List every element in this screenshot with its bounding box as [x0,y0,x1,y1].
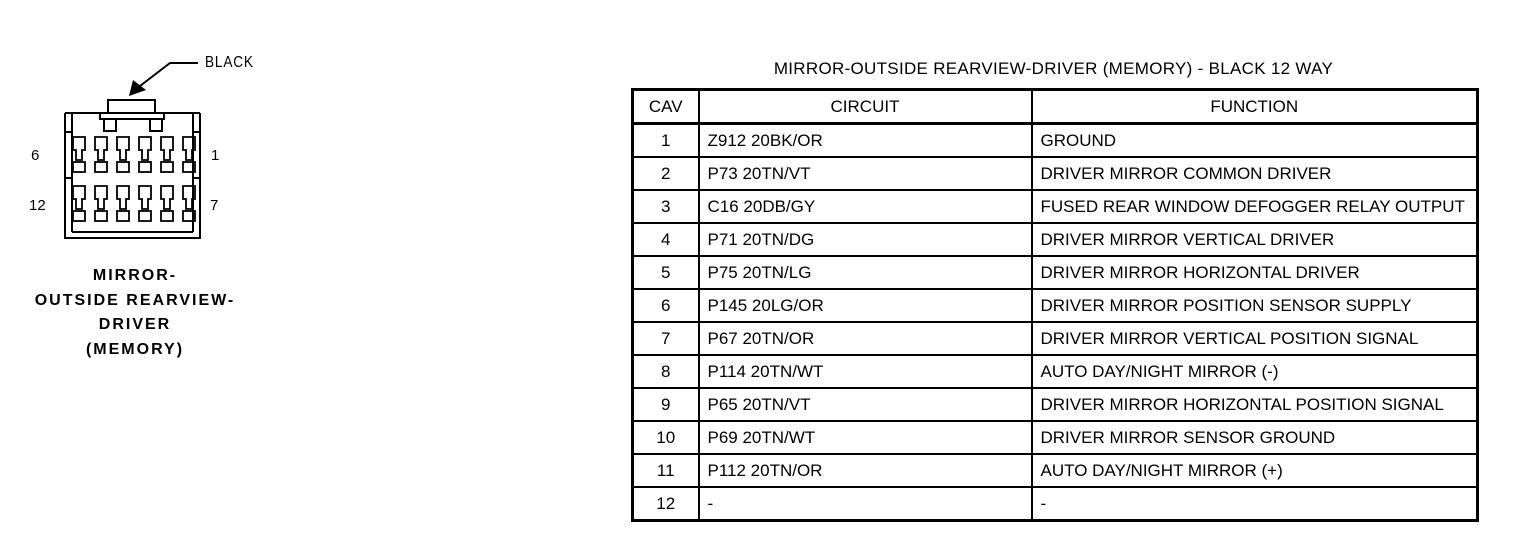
cavity-label-top-left: 6 [31,147,40,164]
cell-cav: 7 [633,322,699,355]
connector-cavities [73,137,195,221]
table-row [633,355,1478,388]
cell-cav: 10 [633,421,699,454]
table-row [633,487,1478,521]
cell-function: AUTO DAY/NIGHT MIRROR (+) [1032,454,1478,487]
table-row [633,388,1478,421]
connector-cavity [161,137,173,172]
cell-circuit: P114 20TN/WT [699,355,1032,388]
cell-cav: 3 [633,190,699,223]
connector-cavity [139,186,151,221]
cell-cav: 4 [633,223,699,256]
connector-cavity [73,137,85,172]
cell-function: DRIVER MIRROR SENSOR GROUND [1032,421,1478,454]
cell-cav: 8 [633,355,699,388]
table-row [633,190,1478,223]
connector-color-callout: BLACK [205,54,254,71]
cell-cav: 11 [633,454,699,487]
cell-function: - [1032,487,1478,521]
table-row [633,289,1478,322]
connector-name-line: DRIVER [98,316,172,333]
header-circuit: CIRCUIT [699,90,1032,124]
header-cav: CAV [633,90,699,124]
cavity-label-top-right: 1 [211,147,220,164]
cell-cav: 12 [633,487,699,521]
connector-name-line: MIRROR- [92,267,178,284]
connector-cavity [117,186,129,221]
table-row [633,322,1478,355]
connector-cavity [95,137,107,172]
connector-cavity [139,137,151,172]
cell-function: DRIVER MIRROR HORIZONTAL POSITION SIGNAL [1032,388,1478,421]
cavity-label-bottom-right: 7 [210,197,219,214]
connector-cavity [73,186,85,221]
cell-function: FUSED REAR WINDOW DEFOGGER RELAY OUTPUT [1032,190,1478,223]
connector-cavity [161,186,173,221]
connector-name-line: OUTSIDE REARVIEW- [34,291,236,309]
table-row [633,454,1478,487]
connector-name-line: (MEMORY) [85,340,185,358]
cell-circuit: P145 20LG/OR [699,289,1032,322]
table-row [633,157,1478,190]
cell-circuit: P73 20TN/VT [699,157,1032,190]
cell-function: DRIVER MIRROR POSITION SENSOR SUPPLY [1032,289,1478,322]
cell-function: DRIVER MIRROR COMMON DRIVER [1032,157,1478,190]
table-row [633,256,1478,289]
cell-function: GROUND [1032,124,1478,158]
cell-circuit: C16 20DB/GY [699,190,1032,223]
cell-function: AUTO DAY/NIGHT MIRROR (-) [1032,355,1478,388]
cell-function: DRIVER MIRROR HORIZONTAL DRIVER [1032,256,1478,289]
table-row [633,421,1478,454]
cavity-label-bottom-left: 12 [29,197,46,214]
cell-circuit: P75 20TN/LG [699,256,1032,289]
table-row [633,223,1478,256]
connector-latch [100,100,164,131]
connector-face-drawing [0,0,300,260]
cell-circuit: Z912 20BK/OR [699,124,1032,158]
cell-function: DRIVER MIRROR VERTICAL POSITION SIGNAL [1032,322,1478,355]
connector-cavity [95,186,107,221]
cell-function: DRIVER MIRROR VERTICAL DRIVER [1032,223,1478,256]
cell-cav: 2 [633,157,699,190]
connector-name [0,264,270,362]
connector-cavity [117,137,129,172]
cell-cav: 1 [633,124,699,158]
cell-cav: 6 [633,289,699,322]
table-title: MIRROR-OUTSIDE REARVIEW-DRIVER (MEMORY) - BLACK 12 WAY [773,59,1334,78]
cell-circuit: P69 20TN/WT [699,421,1032,454]
table-row [633,124,1478,158]
cell-circuit: - [699,487,1032,521]
cell-circuit: P67 20TN/OR [699,322,1032,355]
connector-diagram [0,0,300,380]
cell-cav: 5 [633,256,699,289]
pinout-table [631,88,1479,522]
cell-circuit: P71 20TN/DG [699,223,1032,256]
header-function: FUNCTION [1032,90,1478,124]
cell-cav: 9 [633,388,699,421]
cell-circuit: P112 20TN/OR [699,454,1032,487]
cell-circuit: P65 20TN/VT [699,388,1032,421]
table-header-row [633,90,1478,124]
color-callout-leader [140,63,198,86]
